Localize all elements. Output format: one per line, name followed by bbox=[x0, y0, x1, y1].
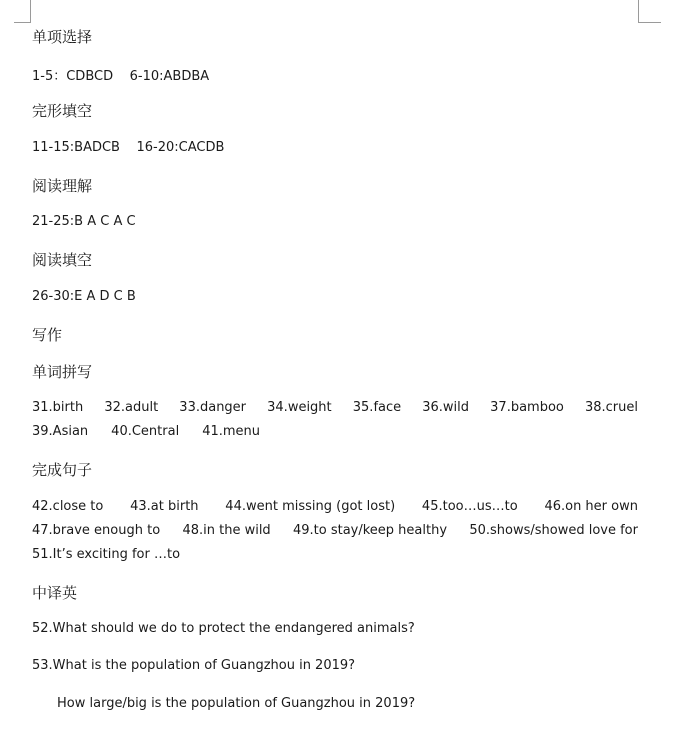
section-title-reading-fill: 阅读填空 bbox=[32, 251, 93, 269]
translation-answer-53: 53.What is the population of Guangzhou in 2019? bbox=[32, 658, 356, 673]
spelling-item: 31.birth bbox=[32, 400, 84, 415]
spelling-item: 35.face bbox=[352, 400, 402, 415]
section-title-spelling: 单词拼写 bbox=[32, 363, 93, 381]
spelling-item: 36.wild bbox=[422, 400, 470, 415]
spelling-item: 37.bamboo bbox=[490, 400, 564, 415]
sentence-answer: 43.at birth bbox=[130, 499, 199, 514]
sentence-answer: 49.to stay/keep healthy bbox=[292, 523, 448, 538]
section-title-translation: 中译英 bbox=[32, 584, 78, 602]
spelling-item: 38.cruel bbox=[584, 400, 638, 415]
sentence-answer: 48.in the wild bbox=[182, 523, 271, 538]
spelling-row-2 bbox=[32, 424, 260, 439]
section-title-reading-comprehension: 阅读理解 bbox=[32, 177, 93, 195]
spelling-item: 40.Central bbox=[111, 424, 180, 439]
sentence-answer: 50.shows/showed love for bbox=[469, 523, 638, 538]
section-title-complete-sentences: 完成句子 bbox=[32, 461, 93, 479]
sentence-answer: 46.on her own bbox=[544, 499, 638, 514]
spelling-item: 41.menu bbox=[202, 424, 261, 439]
spelling-item: 34.weight bbox=[267, 400, 332, 415]
section-title-writing: 写作 bbox=[32, 326, 63, 344]
sentence-answer: 42.close to bbox=[32, 499, 104, 514]
sentence-answer: 47.brave enough to bbox=[32, 523, 161, 538]
sentence-answer: 45.too…us…to bbox=[421, 499, 518, 514]
sentence-answer: 44.went missing (got lost) bbox=[225, 499, 396, 514]
spelling-item: 33.danger bbox=[179, 400, 247, 415]
answers-single-choice: 1-5：CDBCD 6-10:ABDBA bbox=[32, 69, 210, 84]
sentences-row-3: 51.It’s exciting for …to bbox=[32, 547, 181, 562]
translation-answer-53-alternative: How large/big is the population of Guangzhou in 2019? bbox=[57, 696, 416, 711]
sentences-row-2 bbox=[32, 523, 638, 538]
spelling-item: 32.adult bbox=[104, 400, 159, 415]
section-title-single-choice: 单项选择 bbox=[32, 28, 93, 46]
section-title-cloze: 完形填空 bbox=[32, 102, 93, 120]
translation-answer-52: 52.What should we do to protect the endangered animals? bbox=[32, 621, 415, 636]
spelling-row-1 bbox=[32, 400, 638, 415]
page-corner-mark-left bbox=[14, 0, 31, 23]
answers-reading-fill: 26-30:E A D C B bbox=[32, 289, 136, 304]
answers-cloze: 11-15:BADCB 16-20:CACDB bbox=[32, 140, 225, 155]
spelling-item: 39.Asian bbox=[32, 424, 89, 439]
answers-reading-comprehension: 21-25:B A C A C bbox=[32, 214, 136, 229]
page-corner-mark-right bbox=[638, 0, 661, 23]
sentences-row-1 bbox=[32, 499, 638, 514]
